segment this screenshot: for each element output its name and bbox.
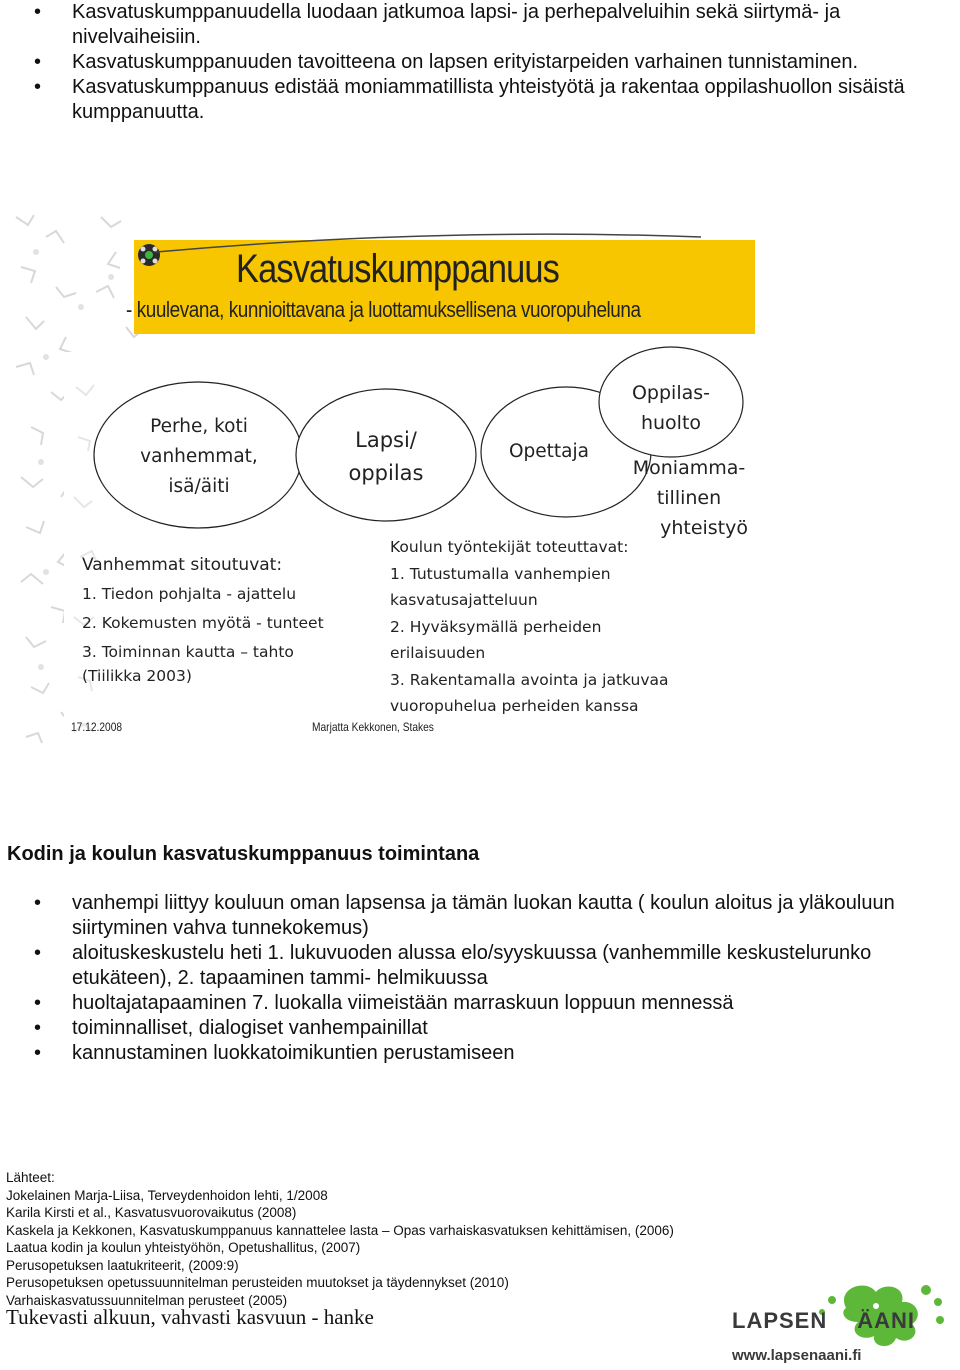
section-bullet-list — [0, 891, 960, 1066]
family-line: isä/äiti — [168, 476, 230, 497]
section-bullet: • vanhempi liittyy kouluun oman lapsensa ja tämän luokan kautta ( koulun aloitus ja yläkouluun siirtyminen vahva tunnekokemus) — [0, 891, 960, 941]
top-bullet: • Kasvatuskumppanuudella luodaan jatkumoa lapsi- ja perhepalveluihin sekä siirtymä- ja nivelvaiheisiin. — [0, 0, 960, 50]
section-bullet: • aloituskeskustelu heti 1. lukuvuoden alussa elo/syyskuussa (vanhemmille keskustelurunko etukäteen), 2. tapaaminen tammi- helmikuussa — [0, 941, 960, 991]
slide-image — [6, 197, 755, 764]
multiprofessional-line: Moniamma- — [632, 457, 746, 479]
project-name: Tukevasti alkuun, vahvasti kasvuun - hanke — [6, 1305, 374, 1329]
student-care-circle-label — [618, 378, 724, 438]
parents-citation: (Tiilikka 2003) — [82, 667, 192, 685]
parents-list — [82, 551, 324, 685]
child-line: Lapsi/ — [355, 428, 417, 452]
multiprofessional-line: yhteistyö — [660, 517, 748, 539]
school-staff-list — [390, 534, 669, 720]
source-item: Jokelainen Marja-Liisa, Terveydenhoidon lehti, 1/2008 — [6, 1187, 328, 1203]
school-staff-item: 2. Hyväksymällä perheiden — [390, 617, 602, 636]
parents-item: 3. Toiminnan kautta – tahto — [82, 643, 294, 661]
top-bullet: • Kasvatuskumppanuus edistää moniammatillista yhteistyötä ja rakentaa oppilashuollon sisäistä kumppanuutta. — [0, 75, 960, 125]
source-item: Perusopetuksen laatukriteerit, (2009:9) — [6, 1257, 239, 1273]
logo-word-2: ÄANI — [857, 1308, 916, 1333]
sources-label: Lähteet: — [6, 1170, 55, 1185]
slide-title: Kasvatuskumppanuus — [236, 247, 559, 291]
school-staff-item: kasvatusajatteluun — [390, 591, 538, 609]
parents-heading: Vanhemmat sitoutuvat: — [82, 555, 283, 575]
multiprofessional-label — [624, 453, 754, 543]
child-line: oppilas — [348, 461, 424, 485]
logo-text — [732, 1308, 915, 1334]
student-care-line: huolto — [640, 412, 702, 434]
family-line: Perhe, koti — [150, 416, 248, 437]
teacher-circle-label: Opettaja — [508, 441, 589, 462]
child-circle-label — [316, 424, 456, 490]
section-heading: Kodin ja koulun kasvatuskumppanuus toimintana — [7, 843, 480, 865]
school-staff-item: 1. Tutustumalla vanhempien — [390, 564, 611, 583]
family-circle-label — [114, 412, 284, 502]
lapsen-aani-logo — [726, 1278, 960, 1370]
student-care-line: Oppilas- — [631, 382, 711, 404]
parents-item: 2. Kokemusten myötä - tunteet — [82, 614, 324, 632]
section-bullet: • toiminnalliset, dialogiset vanhempainillat — [0, 1016, 960, 1041]
logo-word-1: LAPSEN — [732, 1308, 828, 1333]
slide-author: Marjatta Kekkonen, Stakes — [312, 720, 434, 734]
source-item: Varhaiskasvatussuunnitelman perusteet (2005) — [6, 1292, 288, 1308]
school-staff-item: 3. Rakentamalla avointa ja jatkuvaa — [390, 670, 669, 689]
family-line: vanhemmat, — [140, 446, 258, 467]
school-staff-item: vuoropuhelua perheiden kanssa — [390, 697, 639, 715]
source-item: Kaskela ja Kekkonen, Kasvatuskumppanuus kannattelee lasta – Opas varhaiskasvatuksen kehittämisen, (2006) — [6, 1222, 674, 1238]
slide-subtitle: - kuulevana, kunnioittavana ja luottamuksellisena vuoropuheluna — [126, 297, 641, 322]
school-staff-heading: Koulun työntekijät toteuttavat: — [390, 538, 629, 556]
logo-url: www.lapsenaani.fi — [732, 1347, 862, 1364]
source-item: Perusopetuksen opetussuunnitelman perusteiden muutokset ja täydennykset (2010) — [6, 1275, 509, 1290]
school-staff-item: erilaisuuden — [390, 644, 486, 662]
source-item: Laatua kodin ja koulun yhteistyöhön, Opetushallitus, (2007) — [6, 1240, 361, 1255]
top-bullet: • Kasvatuskumppanuuden tavoitteena on lapsen erityistarpeiden varhainen tunnistaminen. — [0, 50, 960, 75]
multiprofessional-line: tillinen — [656, 487, 722, 509]
sources-list — [6, 1169, 674, 1309]
parents-item: 1. Tiedon pohjalta - ajattelu — [82, 585, 297, 603]
slide-date: 17.12.2008 — [71, 720, 123, 734]
source-item: Karila Kirsti et al., Kasvatusvuorovaikutus (2008) — [6, 1205, 297, 1220]
top-bullet-list — [0, 0, 960, 125]
section-bullet: • huoltajatapaaminen 7. luokalla viimeistään marraskuun loppuun mennessä — [0, 991, 960, 1016]
section-bullet: • kannustaminen luokkatoimikuntien perustamiseen — [0, 1041, 960, 1066]
